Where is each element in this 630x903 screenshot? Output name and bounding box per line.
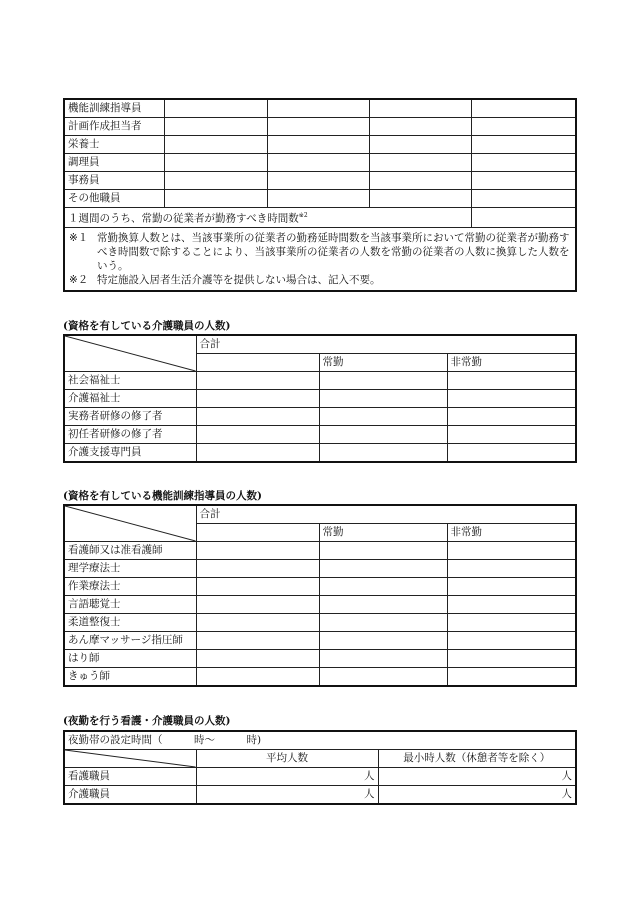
input-cell[interactable] xyxy=(319,614,447,632)
input-cell[interactable] xyxy=(164,190,267,208)
unit-label: 人 xyxy=(364,788,375,800)
input-cell[interactable] xyxy=(196,426,319,444)
table-row xyxy=(64,542,576,560)
row-label: 介護支援専門員 xyxy=(64,444,196,463)
input-cell[interactable] xyxy=(196,444,319,463)
table-row xyxy=(64,99,576,118)
input-cell[interactable] xyxy=(447,560,576,578)
row-label: 事務員 xyxy=(64,172,164,190)
training-staff-total-cell[interactable] xyxy=(196,524,319,542)
input-cell[interactable] xyxy=(471,172,576,190)
input-cell[interactable] xyxy=(319,444,447,463)
input-cell[interactable] xyxy=(164,172,267,190)
row-label: 栄養士 xyxy=(64,136,164,154)
diagonal-line xyxy=(65,336,196,371)
row-label: 実務者研修の修了者 xyxy=(64,408,196,426)
count-cell[interactable] xyxy=(196,768,378,786)
input-cell[interactable] xyxy=(447,542,576,560)
table-row xyxy=(64,444,576,463)
input-cell[interactable] xyxy=(447,578,576,596)
input-cell[interactable] xyxy=(319,632,447,650)
table-row xyxy=(64,650,576,668)
input-cell[interactable] xyxy=(447,390,576,408)
input-cell[interactable] xyxy=(369,172,471,190)
input-cell[interactable] xyxy=(447,372,576,390)
input-cell[interactable] xyxy=(267,154,369,172)
input-cell[interactable] xyxy=(164,99,267,118)
input-cell[interactable] xyxy=(196,578,319,596)
input-cell[interactable] xyxy=(319,390,447,408)
training-staff-total-label: 合計 xyxy=(196,505,576,524)
input-cell[interactable] xyxy=(196,542,319,560)
table-row xyxy=(64,118,576,136)
input-cell[interactable] xyxy=(319,668,447,687)
input-cell[interactable] xyxy=(196,390,319,408)
unit-label: 人 xyxy=(561,788,573,800)
table-row xyxy=(64,408,576,426)
input-cell[interactable] xyxy=(267,136,369,154)
diagonal-line xyxy=(65,750,196,767)
input-cell[interactable] xyxy=(471,154,576,172)
row-label: 作業療法士 xyxy=(64,578,196,596)
input-cell[interactable] xyxy=(196,408,319,426)
input-cell[interactable] xyxy=(196,596,319,614)
input-cell[interactable] xyxy=(369,190,471,208)
count-cell[interactable] xyxy=(378,768,576,786)
night-staff-table xyxy=(63,730,577,805)
table-row xyxy=(64,786,576,805)
care-staff-fulltime-label: 常勤 xyxy=(319,354,447,372)
table-row xyxy=(64,668,576,687)
night-avg-label: 平均人数 xyxy=(196,750,378,768)
training-staff-table xyxy=(63,504,577,687)
count-cell[interactable] xyxy=(378,786,576,805)
input-cell[interactable] xyxy=(471,118,576,136)
row-label: きゅう師 xyxy=(64,668,196,687)
input-cell[interactable] xyxy=(267,99,369,118)
input-cell[interactable] xyxy=(369,118,471,136)
input-cell[interactable] xyxy=(196,372,319,390)
weekly-hours-label: １週間のうち、常勤の従業者が勤務すべき時間数$^{※2}$ xyxy=(64,208,471,228)
care-staff-table xyxy=(63,334,577,463)
table-row xyxy=(64,136,576,154)
input-cell[interactable] xyxy=(196,632,319,650)
night-staff-corner xyxy=(64,750,196,768)
row-label: はり師 xyxy=(64,650,196,668)
row-label: 介護福祉士 xyxy=(64,390,196,408)
input-cell[interactable] xyxy=(319,596,447,614)
input-cell[interactable] xyxy=(267,118,369,136)
row-label: 介護職員 xyxy=(64,786,196,805)
input-cell[interactable] xyxy=(319,578,447,596)
table-row xyxy=(64,632,576,650)
weekly-hours-value[interactable] xyxy=(471,208,576,228)
row-label: 理学療法士 xyxy=(64,560,196,578)
row-label: 計画作成担当者 xyxy=(64,118,164,136)
unit-label: 人 xyxy=(561,770,573,782)
input-cell[interactable] xyxy=(267,172,369,190)
care-staff-total-label: 合計 xyxy=(196,335,576,354)
table-row xyxy=(64,172,576,190)
input-cell[interactable] xyxy=(319,408,447,426)
input-cell[interactable] xyxy=(196,560,319,578)
row-label: その他職員 xyxy=(64,190,164,208)
night-time-setting[interactable]: 夜勤帯の設定時間（ 時～ 時) xyxy=(64,731,576,750)
care-staff-total-cell[interactable] xyxy=(196,354,319,372)
input-cell[interactable] xyxy=(447,426,576,444)
input-cell[interactable] xyxy=(319,542,447,560)
input-cell[interactable] xyxy=(319,650,447,668)
input-cell[interactable] xyxy=(196,668,319,687)
training-staff-corner xyxy=(64,505,196,542)
input-cell[interactable] xyxy=(471,190,576,208)
row-label: 社会福祉士 xyxy=(64,372,196,390)
input-cell[interactable] xyxy=(319,560,447,578)
staff-notes xyxy=(64,227,576,291)
input-cell[interactable] xyxy=(319,426,447,444)
training-staff-parttime-label: 非常勤 xyxy=(447,524,576,542)
night-staff-title: (夜勤を行う看護・介護職員の人数) xyxy=(63,715,231,727)
staff-table xyxy=(63,98,577,292)
table-row xyxy=(64,426,576,444)
input-cell[interactable] xyxy=(447,632,576,650)
input-cell[interactable] xyxy=(471,136,576,154)
input-cell[interactable] xyxy=(369,99,471,118)
row-label: 看護師又は准看護師 xyxy=(64,542,196,560)
table-row xyxy=(64,614,576,632)
night-min-label: 最小時人数（休憩者等を除く） xyxy=(378,750,576,768)
input-cell[interactable] xyxy=(447,668,576,687)
diagonal-line xyxy=(65,506,196,541)
row-label: 柔道整復士 xyxy=(64,614,196,632)
input-cell[interactable] xyxy=(196,650,319,668)
note-2: ※２ 特定施設入居者生活介護等を提供しない場合は、記入不要。 xyxy=(69,273,381,286)
row-label: 看護職員 xyxy=(64,768,196,786)
input-cell[interactable] xyxy=(164,118,267,136)
count-cell[interactable] xyxy=(196,786,378,805)
input-cell[interactable] xyxy=(267,190,369,208)
care-staff-parttime-label: 非常勤 xyxy=(447,354,576,372)
row-label: 調理員 xyxy=(64,154,164,172)
row-label: 言語聴覚士 xyxy=(64,596,196,614)
table-row xyxy=(64,560,576,578)
training-staff-fulltime-label: 常勤 xyxy=(319,524,447,542)
input-cell[interactable] xyxy=(164,154,267,172)
table-row xyxy=(64,768,576,786)
unit-label: 人 xyxy=(364,770,375,782)
row-label: あん摩マッサージ指圧師 xyxy=(64,632,196,650)
table-row xyxy=(64,154,576,172)
table-row xyxy=(64,190,576,208)
input-cell[interactable] xyxy=(447,650,576,668)
table-row xyxy=(64,390,576,408)
row-label: 初任者研修の修了者 xyxy=(64,426,196,444)
input-cell[interactable] xyxy=(447,614,576,632)
input-cell[interactable] xyxy=(369,136,471,154)
training-staff-title: (資格を有している機能訓練指導員の人数) xyxy=(63,490,262,502)
input-cell[interactable] xyxy=(447,444,576,463)
table-row xyxy=(64,578,576,596)
input-cell[interactable] xyxy=(196,614,319,632)
input-cell[interactable] xyxy=(447,596,576,614)
input-cell[interactable] xyxy=(369,154,471,172)
input-cell[interactable] xyxy=(471,99,576,118)
care-staff-corner xyxy=(64,335,196,372)
table-row xyxy=(64,596,576,614)
table-row xyxy=(64,372,576,390)
input-cell[interactable] xyxy=(447,408,576,426)
input-cell[interactable] xyxy=(164,136,267,154)
care-staff-title: (資格を有している介護職員の人数) xyxy=(63,320,231,332)
note-1: ※１ 常勤換算人数とは、当該事業所の従業者の勤務延時間数を当該事業所において常勤の従業者が勤務すべき時間数で除することにより、当該事業所の従業者の人数を常勤の従業者の人数に換算した人数をいう。 xyxy=(69,231,570,272)
input-cell[interactable] xyxy=(319,372,447,390)
row-label: 機能訓練指導員 xyxy=(64,99,164,118)
